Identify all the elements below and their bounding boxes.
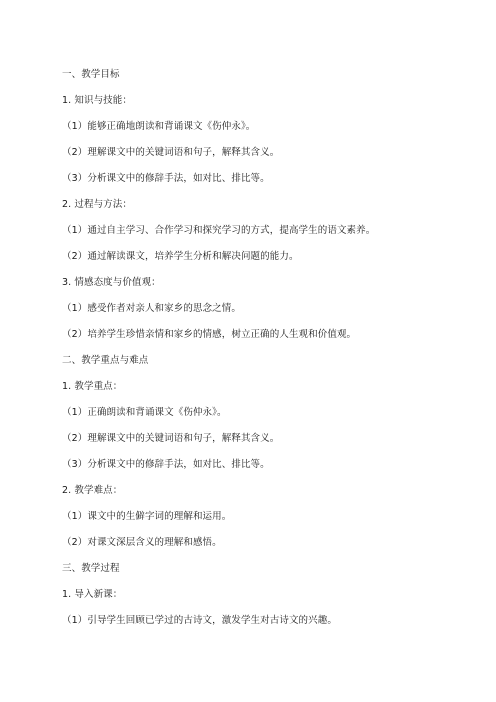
list-item: （2）理解课文中的关键词语和句子，解释其含义。: [62, 147, 280, 158]
list-item: （2）对课文深层含义的理解和感悟。: [62, 537, 222, 548]
list-item: （1）能够正确地朗读和背诵课文《伤仲永》。: [62, 121, 256, 132]
subheading-process-methods: 2. 过程与方法：: [62, 199, 132, 210]
subheading-key-points: 1. 教学重点：: [62, 381, 123, 392]
list-item: （2）通过解读课文，培养学生分析和解决问题的能力。: [62, 251, 299, 262]
list-item: （3）分析课文中的修辞手法，如对比、排比等。: [62, 459, 270, 470]
list-item: （2）培养学生珍惜亲情和家乡的情感，树立正确的人生观和价值观。: [62, 329, 357, 340]
list-item: （2）理解课文中的关键词语和句子，解释其含义。: [62, 433, 280, 444]
list-item: （1）课文中的生僻字词的理解和运用。: [62, 511, 232, 522]
list-item: （3）分析课文中的修辞手法，如对比、排比等。: [62, 173, 270, 184]
subheading-emotion-values: 3. 情感态度与价值观：: [62, 277, 161, 288]
list-item: （1）正确朗读和背诵课文《伤仲永》。: [62, 407, 227, 418]
list-item: （1）通过自主学习、合作学习和探究学习的方式，提高学生的语文素养。: [62, 225, 376, 236]
list-item: （1）感受作者对亲人和家乡的思念之情。: [62, 303, 241, 314]
list-item: （1）引导学生回顾已学过的古诗文，激发学生对古诗文的兴趣。: [62, 615, 337, 626]
subheading-knowledge-skills: 1. 知识与技能：: [62, 95, 132, 106]
heading-teaching-process: 三、教学过程: [62, 563, 120, 574]
heading-teaching-objectives: 一、教学目标: [62, 69, 120, 80]
heading-key-difficult-points: 二、教学重点与难点: [62, 355, 149, 366]
subheading-introduction: 1. 导入新课：: [62, 589, 123, 600]
subheading-difficult-points: 2. 教学难点：: [62, 485, 123, 496]
